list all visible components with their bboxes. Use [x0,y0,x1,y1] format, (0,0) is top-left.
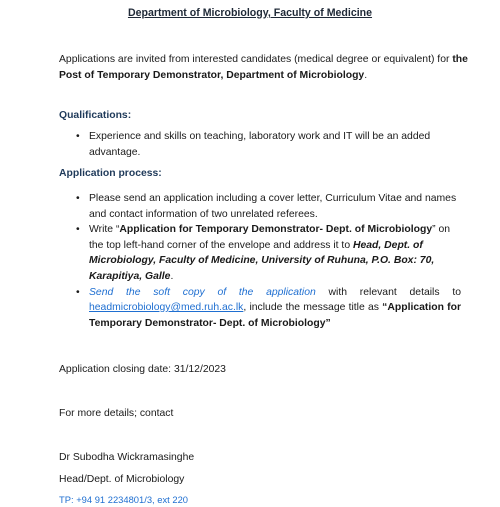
envelope-title: Application for Temporary Demonstrator- Dept. of Microbiology [119,224,433,236]
bullet-dot-icon: • [76,224,80,236]
bullet-dot-icon: • [76,286,80,298]
process-step-mid: ” on the top left-hand corner of the envelope and address it to [89,224,451,251]
intro-paragraph [59,52,479,83]
contact-name: Dr Subodha Wickramasinghe [59,452,195,463]
list-item [76,191,461,222]
process-step-mid: with relevant details to [315,286,461,298]
email-link[interactable]: headmicrobiology@med.ruh.ac.lk [89,302,244,314]
application-process-list [76,191,461,331]
postal-address: Head, Dept. of Microbiology, Faculty of Medicine, University of Ruhuna, P.O. Box: 70, Karapitiya, Galle [89,239,435,283]
document-title: Department of Microbiology, Faculty of Medicine [127,7,373,19]
process-step-text: Please send an application including a cover letter, Curriculum Vitae and names and contact information of two unrelated referees. [89,193,457,220]
application-process-heading: Application process: [59,168,162,179]
more-details-text: For more details; contact [59,408,174,419]
contact-phone[interactable]: TP: +94 91 2234801/3, ext 220 [59,494,189,505]
qualifications-list [76,129,456,160]
process-step-end: . [170,271,174,283]
qualifications-heading: Qualifications: [59,110,132,121]
list-item [76,129,456,160]
soft-copy-link[interactable]: Send the soft copy of the application [89,286,316,298]
message-title: “Application for Temporary Demonstrator- Dept. of Microbiology” [89,302,461,329]
intro-text: Applications are invited from interested candidates (medical degree or equivalent) for [59,54,453,65]
process-step-after: , include the message title as [243,302,383,314]
intro-period: . [364,69,368,81]
list-item [76,222,461,284]
process-step-write: Write “ [89,224,120,236]
contact-role: Head/Dept. of Microbiology [59,474,185,485]
intro-post-title: the Post of Temporary Demonstrator, Department of Microbiology [59,54,468,81]
closing-date: Application closing date: 31/12/2023 [59,364,226,375]
list-item [76,285,461,332]
bullet-dot-icon: • [76,193,80,204]
bullet-dot-icon: • [76,131,80,142]
qualification-text: Experience and skills on teaching, laboratory work and IT will be an added advantage. [89,131,431,158]
